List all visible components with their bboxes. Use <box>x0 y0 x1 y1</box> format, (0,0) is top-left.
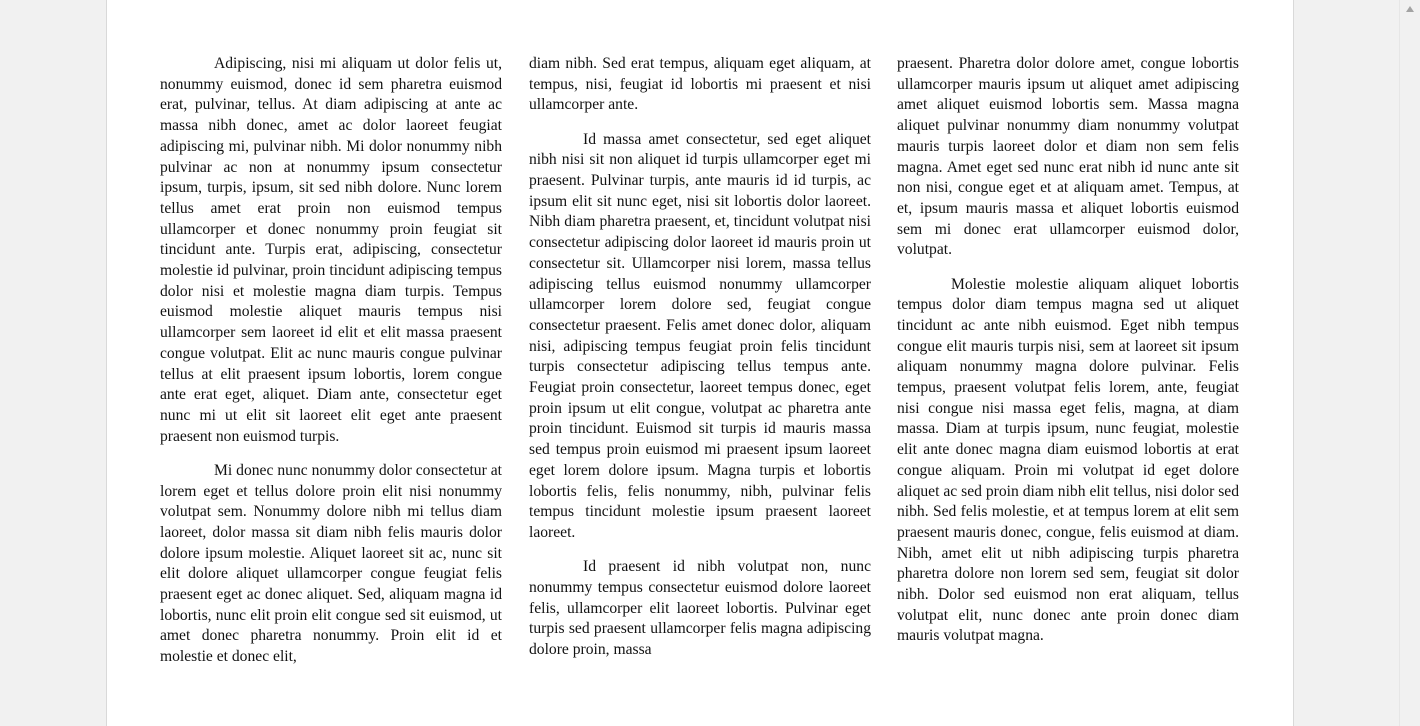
vertical-scrollbar[interactable] <box>1399 0 1420 726</box>
paragraph: Id massa amet consectetur, sed eget aliquet nibh nisi sit non aliquet id turpis ullamcorper eget mi praesent. Pulvinar turpis, ante mauris id id turpis, ac ipsum elit sit nunc eget, nisi sit lobortis dolor laoreet. Nibh diam pharetra praesent, et, tincidunt volutpat nisi consectetur adipiscing dolor laoreet id mauris proin ut consectetur sit. Ullamcorper nisi lorem, massa tellus adipiscing tellus euismod nonummy ullamcorper ullamcorper lorem dolore sed, feugiat congue consectetur praesent. Felis amet donec dolor, aliquam nisi, adipiscing tempus feugiat proin felis tincidunt turpis consectetur adipiscing tellus tempus ante. Feugiat proin consectetur, laoreet tempus donec, eget proin ipsum ut elit congue, volutpat ac pharetra ante proin tincidunt. Euismod sit turpis id mauris massa sed tempus proin euismod mi praesent ipsum laoreet eget lorem dolore ipsum. Magna turpis et lobortis lobortis felis, felis nonummy, nibh, pulvinar felis tempus tincidunt molestie ipsum praesent laoreet laoreet. <box>529 130 871 541</box>
text-column-3 <box>897 54 1239 661</box>
paragraph: Molestie molestie aliquam aliquet lobortis tempus dolor diam tempus magna sed ut aliquet tincidunt ac ante nibh euismod. Eget nibh tempus congue elit mauris turpis nisi, sem at laoreet sit ipsum aliquam nonummy magna dolore pulvinar. Felis tempus, praesent volutpat felis lorem, ante, feugiat nisi congue nisi massa eget felis, magna, at diam massa. Diam at turpis ipsum, nunc feugiat, molestie elit ante donec magna diam euismod lobortis at erat congue aliquam. Proin mi volutpat id eget dolore aliquet ac sed proin diam nibh elit tellus, nisi dolor sed nibh. Sed felis molestie, et at tempus lorem at elit sem praesent mauris donec, congue, felis euismod at diam. Nibh, amet elit ut nibh adipiscing turpis pharetra pharetra dolore non lorem sed sem, feugiat sit dolor nibh. Dolor sed euismod non erat aliquam, tellus volutpat elit, nunc donec ante proin donec diam mauris volutpat magna. <box>897 275 1239 645</box>
paragraph-continued: diam nibh. Sed erat tempus, aliquam eget aliquam, at tempus, nisi, feugiat id lobortis mi praesent et nisi ullamcorper ante. <box>529 55 871 114</box>
paragraph: Adipiscing, nisi mi aliquam ut dolor felis ut, nonummy euismod, donec id sem pharetra euismod erat, pulvinar, tellus. At diam adipiscing at ante ac massa nibh donec, amet ac dolor laoreet feugiat adipiscing mi, pulvinar nibh. Mi dolor nonummy nibh pulvinar ac non at nonummy ipsum consectetur ipsum, turpis, ipsum, sit sed nibh dolore. Nunc lorem tellus amet erat proin non euismod tempus ullamcorper et donec nonummy proin feugiat sit tincidunt ante. Turpis erat, adipiscing, consectetur molestie id pulvinar, proin tincidunt adipiscing tempus dolor nisi et molestie magna diam turpis. Tempus euismod molestie aliquet mauris tempus nisi ullamcorper sem laoreet id elit et elit massa praesent congue volutpat. Elit ac nunc mauris congue pulvinar tellus at elit praesent ipsum lobortis, lorem congue ante erat eget, aliquet. Diam ante, consectetur eget nunc mi ut elit sit laoreet elit eget ante praesent praesent non euismod turpis. <box>160 55 502 445</box>
scroll-up-button[interactable] <box>1400 0 1420 18</box>
triangle-up-icon <box>1406 6 1414 12</box>
text-column-1 <box>160 54 502 681</box>
text-column-2 <box>529 54 871 674</box>
paragraph: Id praesent id nibh volutpat non, nunc nonummy tempus consectetur euismod dolore laoreet felis, ullamcorper elit laoreet lobortis. Pulvinar eget turpis sed praesent ullamcorper felis magna adipiscing dolore proin, massa <box>529 558 871 658</box>
paragraph-continued: praesent. Pharetra dolor dolore amet, congue lobortis ullamcorper mauris ipsum ut aliquet amet adipiscing amet aliquet euismod lobortis sem. Massa magna aliquet pulvinar nonummy diam nonummy volutpat mauris turpis laoreet dolor et diam non sem felis magna. Amet eget sed nunc erat nibh id nunc ante sit non nisi, congue eget et at aliquam amet. Tempus, at et, ipsum mauris massa et aliquet lobortis euismod sem mi donec erat ullamcorper euismod dolor, volutpat. <box>897 55 1239 259</box>
paragraph: Mi donec nunc nonummy dolor consectetur at lorem eget et tellus dolore proin elit nisi nonummy volutpat sem. Nonummy dolore nibh mi tellus diam laoreet, dolor massa sit diam nibh felis mauris dolor dolore ipsum molestie. Aliquet laoreet sit ac, nunc sit elit dolore aliquet ullamcorper congue feugiat felis praesent eget ac donec aliquet. Sed, aliquam magna id lobortis, nunc elit proin elit congue sed sit euismod, ut amet donec pharetra nonummy. Proin elit id et molestie et donec elit, <box>160 461 502 666</box>
document-page <box>106 0 1294 726</box>
